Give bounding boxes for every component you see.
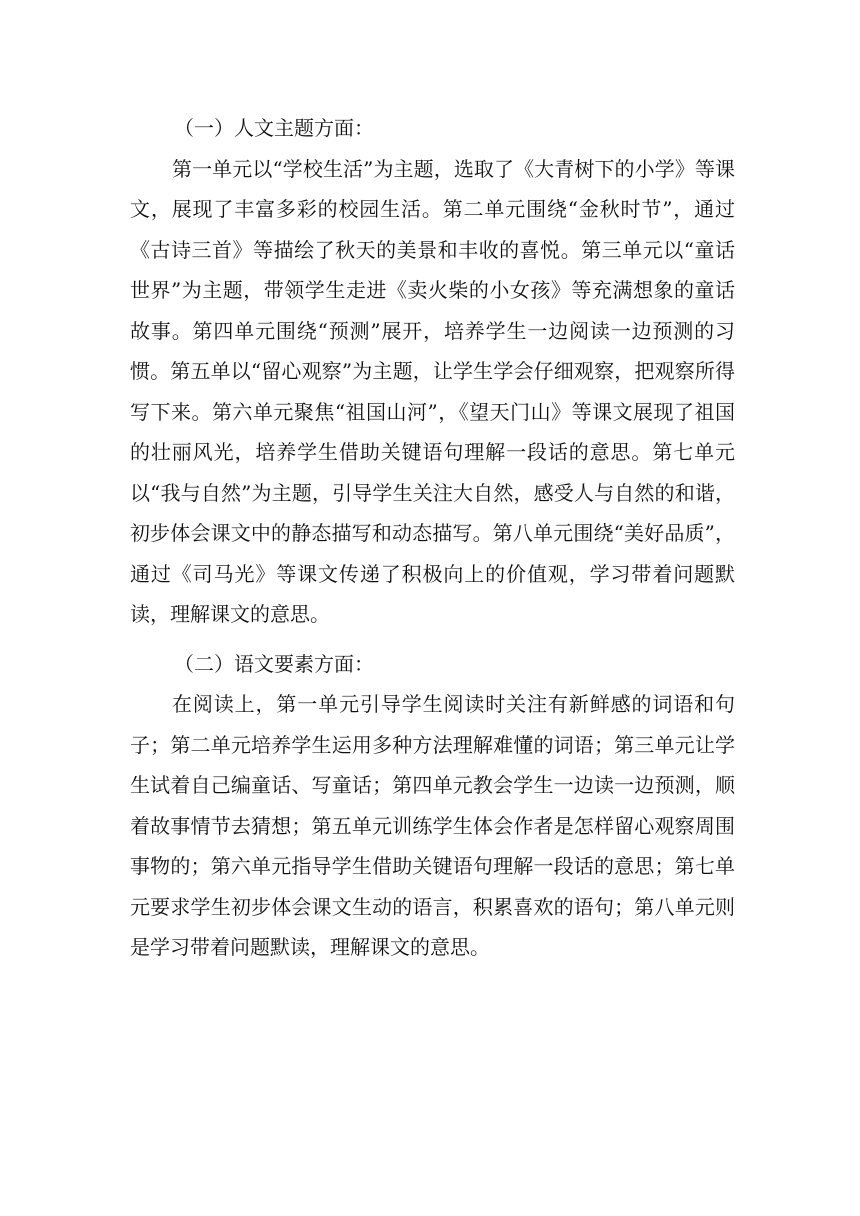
document-body — [130, 108, 735, 977]
paragraph-humanities-theme: 第一单元以“学校生活”为主题，选取了《大青树下的小学》等课文，展现了丰富多彩的校园生活。第二单元围绕“金秋时节”，通过《古诗三首》等描绘了秋天的美景和丰收的喜悦。第三单元以“童话世界”为主题，带领学生走进《卖火柴的小女孩》等充满想象的童话故事。第四单元围绕“预测”展开，培养学生一边阅读一边预测的习惯。第五单以“留心观察”为主题，让学生学会仔细观察，把观察所得写下来。第六单元聚焦“祖国山河”，《望天门山》等课文展现了祖国的壮丽风光，培养学生借助关键语句理解一段话的意思。第七单元以“我与自然”为主题，引导学生关注大自然，感受人与自然的和谐，初步体会课文中的静态描写和动态描写。第八单元围绕“美好品质”，通过《司马光》等课文传递了积极向上的价值观，学习带着问题默读，理解课文的意思。 — [130, 156, 735, 626]
section-heading-humanities: （一）人文主题方面： — [174, 116, 374, 140]
paragraph-language-elements: 在阅读上，第一单元引导学生阅读时关注有新鲜感的词语和句子；第二单元培养学生运用多种方法理解难懂的词语；第三单元让学生试着自己编童话、写童话；第四单元教会学生一边读一边预测，顺着故事情节去猜想；第五单元训练学生体会作者是怎样留心观察周围事物的；第六单元指导学生借助关键语句理解一段话的意思；第七单元要求学生初步体会课文生动的语言，积累喜欢的语句；第八单元则是学习带着问题默读，理解课文的意思。 — [130, 692, 735, 959]
section-heading-language-elements: （二）语文要素方面： — [174, 651, 374, 676]
